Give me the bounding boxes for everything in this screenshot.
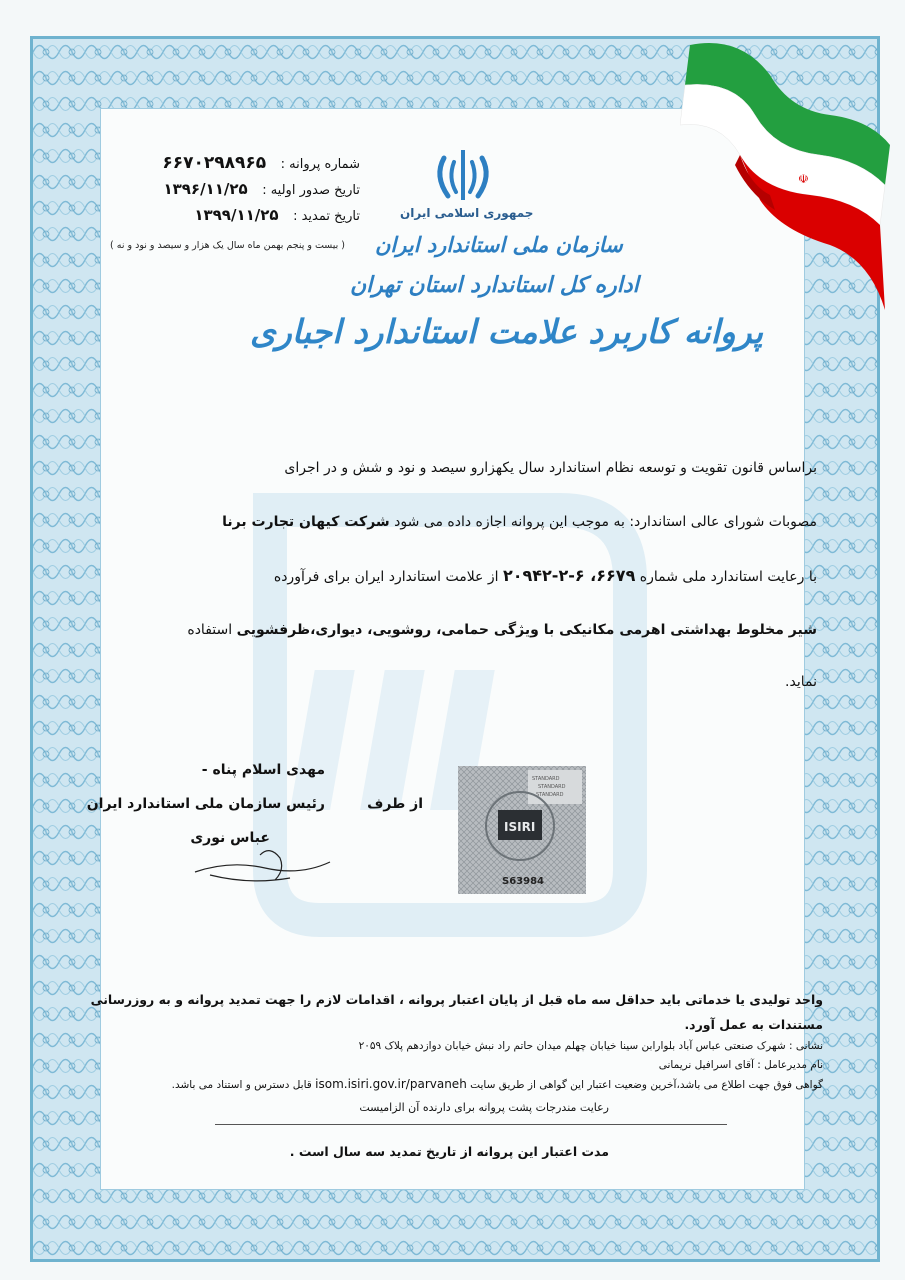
- signer-name: عباس نوری: [190, 830, 270, 846]
- verify-prefix: گواهی فوق جهت اطلاع می باشد،آخرین وضعیت اعتبار این گواهی از طریق سایت: [470, 1079, 823, 1091]
- body-line-2-text: مصوبات شورای عالی استاندارد: به موجب این پروانه اجازه داده می شود: [394, 514, 817, 530]
- product-name: شیر مخلوط بهداشتی اهرمی مکانیکی با ویژگی حمامی، روشویی، دیواری،ظرفشویی: [236, 622, 817, 638]
- security-hologram: [458, 766, 586, 894]
- hologram-brand: ISIRI: [504, 820, 536, 834]
- company-name: شرکت کیهان تجارت برنا: [222, 514, 390, 530]
- iran-emblem-icon: [430, 148, 496, 208]
- footer-address: نشانی : شهرک صنعتی عباس آباد بلوارابن سینا خیابان چهلم میدان حاتم راد نبش خیابان دوازدهم پلاک ۲۰۵۹: [358, 1040, 823, 1052]
- renewal-date-words: ( بیست و پنجم بهمن ماه سال یک هزار و سیصد و نود و نه ): [110, 240, 345, 251]
- footer-back-terms: رعایت مندرجات پشت پروانه برای دارنده آن الزامیست: [359, 1101, 609, 1114]
- iran-flag-ribbon: [680, 35, 895, 315]
- behalf-label: از طرف: [367, 796, 423, 812]
- body-line-3-suffix: از علامت استاندارد ایران برای فرآورده: [273, 569, 499, 585]
- issue-date-label: تاریخ صدور اولیه :: [262, 183, 360, 198]
- head-title: رئیس سازمان ملی استاندارد ایران: [86, 796, 325, 812]
- license-number: ۶۶۷۰۲۹۸۹۶۵: [162, 153, 267, 173]
- issue-date: ۱۳۹۶/۱۱/۲۵: [163, 180, 248, 198]
- license-number-label: شماره پروانه :: [280, 157, 360, 172]
- hologram-serial: S63984: [502, 876, 544, 887]
- body-line-3: [97, 558, 817, 595]
- footer-notice-line-1: واحد تولیدی یا خدماتی باید حداقل سه ماه قبل از پایان اعتبار پروانه ، اقدامات لازم را جهت تمدید پروانه و به روزرسانی: [90, 992, 823, 1007]
- body-line-4: [97, 612, 817, 648]
- document-title: پروانه کاربرد علامت استاندارد اجباری: [250, 312, 764, 351]
- footer-manager: نام مدیرعامل : آقای اسرافیل نریمانی: [658, 1059, 823, 1071]
- footer-notice-line-2: مستندات به عمل آورد.: [684, 1017, 823, 1032]
- renewal-date-label: تاریخ تمدید :: [293, 209, 360, 224]
- footer-verify: [172, 1077, 823, 1091]
- renewal-date-row: [194, 206, 360, 224]
- body-line-1: [97, 450, 817, 486]
- dept-name: اداره کل استاندارد استان تهران: [350, 272, 639, 298]
- gov-name: جمهوری اسلامی ایران: [400, 206, 534, 220]
- body-line-1-text: براساس قانون تقویت و توسعه نظام استاندارد سال یکهزارو سیصد و نود و شش و در اجرای: [284, 460, 817, 476]
- validity-statement: مدت اعتبار این پروانه از تاریخ تمدید سه سال است .: [289, 1144, 609, 1159]
- verify-url[interactable]: isom.isiri.gov.ir/parvaneh: [315, 1077, 467, 1091]
- renewal-date: ۱۳۹۹/۱۱/۲۵: [194, 206, 279, 224]
- license-number-row: [162, 153, 360, 173]
- body-line-5-text: نماید.: [785, 674, 817, 690]
- handwritten-signature: [190, 840, 340, 890]
- hologram-graphic: [458, 766, 586, 894]
- verify-suffix: قابل دسترس و استناد می باشد.: [171, 1079, 312, 1091]
- svg-text:☫: ☫: [798, 172, 809, 186]
- hologram-band-text-1: STANDARD: [532, 776, 560, 782]
- deputy-name: مهدی اسلام پناه -: [201, 762, 325, 778]
- body-line-4-suffix: استفاده: [187, 622, 233, 638]
- hologram-band-text-2: STANDARD: [538, 784, 566, 790]
- org-name: سازمان ملی استاندارد ایران: [375, 232, 623, 257]
- body-line-3-middle: با رعایت استاندارد ملی شماره: [639, 569, 817, 585]
- issue-date-row: [163, 180, 360, 198]
- body-line-2: [97, 504, 817, 540]
- footer-divider: [215, 1124, 727, 1125]
- hologram-band-text-3: STANDARD: [536, 792, 564, 798]
- body-line-5: [97, 664, 817, 700]
- standard-number: ۶۶۷۹، ۶-۲-۲۰۹۴۲: [502, 566, 636, 585]
